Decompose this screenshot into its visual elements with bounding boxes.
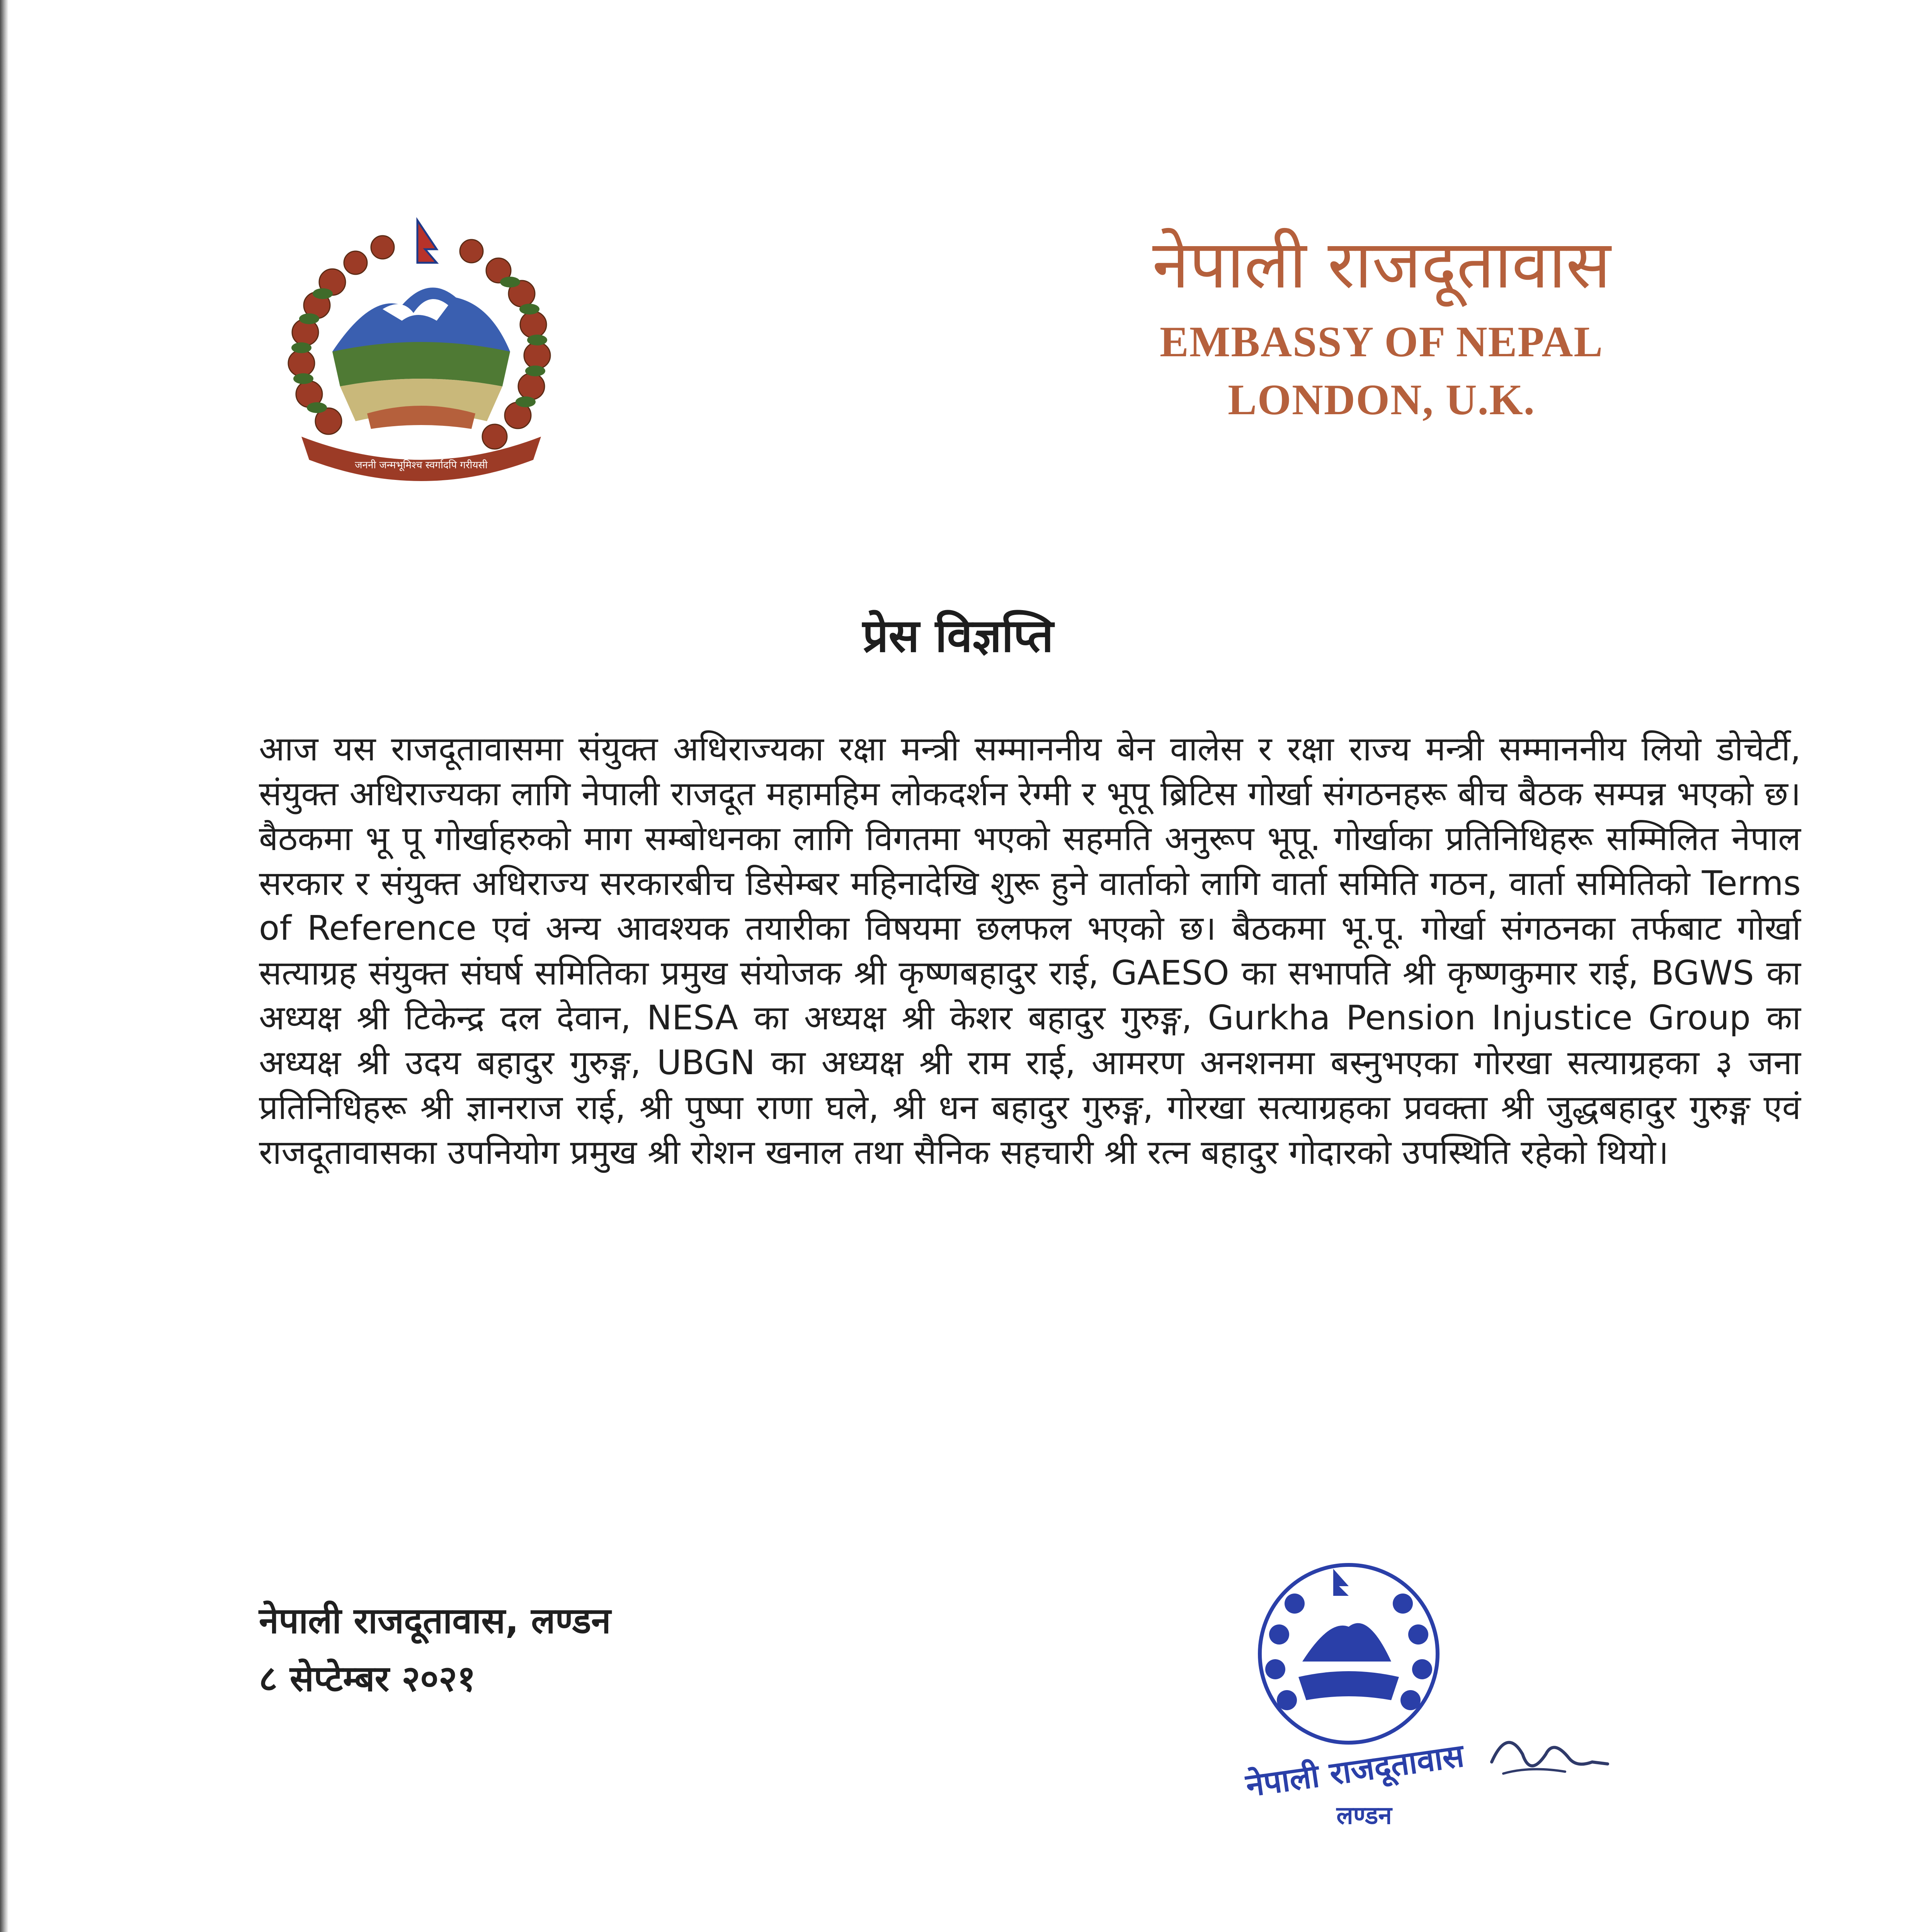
handwritten-signature — [1492, 1742, 1608, 1766]
issue-date: ८ सेप्टेम्बर २०२१ — [259, 1658, 476, 1699]
page-title: प्रेस विज्ञप्ति — [863, 609, 1053, 662]
embassy-location: LONDON, U.K. — [1228, 376, 1535, 424]
embassy-name-english: EMBASSY OF NEPAL — [1160, 318, 1603, 366]
seal-city: लण्डन — [1336, 1801, 1392, 1830]
scan-edge-shadow — [0, 0, 9, 1932]
embassy-name-nepali: नेपाली राजदूतावास — [1152, 226, 1611, 303]
signature-block — [259, 1592, 611, 1708]
embassy-seal-stamp — [1237, 1546, 1642, 1855]
embassy-header — [1043, 216, 1720, 429]
seal-text: नेपाली राजदूतावास — [1244, 1737, 1467, 1804]
press-release-body: आज यस राजदूतावासमा संयुक्त अधिराज्यका रक्षा मन्त्री सम्माननीय बेन वालेस र रक्षा राज्य मन्त्री सम्माननीय लियो डोचेर्टी, संयुक्त अधिराज्यका लागि नेपाली राजदूत महामहिम लोकदर्शन रेग्मी र भूपू ब्रिटिस गोर्खा संगठनहरू बीच बैठक सम्पन्न भएको छ। बैठकमा भू पू गोर्खाहरुको माग सम्बोधनका लागि विगतमा भएको सहमति अनुरूप भूपू. गोर्खाका प्रतिनिधिहरू सम्मिलित नेपाल सरकार र संयुक्त अधिराज्य सरकारबीच डिसेम्बर महिनादेखि शुरू हुने वार्ताको लागि वार्ता समिति गठन, वार्ता समितिको Terms of Reference एवं अन्य आवश्यक तयारीका विषयमा छलफल भएको छ। बैठकमा भू.पू. गोर्खा संगठनका तर्फबाट गोर्खा सत्याग्रह संयुक्त संघर्ष समितिका प्रमुख संयोजक श्री कृष्णबहादुर राई, GAESO का सभापति श्री कृष्णकुमार राई, BGWS का अध्यक्ष श्री टिकेन्द्र दल देवान, NESA का अध्यक्ष श्री केशर बहादुर गुरुङ्ग, Gurkha Pension Injustice Group का अध्यक्ष श्री उदय बहादुर गुरुङ्ग, UBGN का अध्यक्ष श्री राम राई, आमरण अनशनमा बस्नुभएका गोरखा सत्याग्रहका ३ जना प्रतिनिधिहरू श्री ज्ञानराज राई, श्री पुष्पा राणा घले, श्री धन बहादुर गुरुङ्ग, गोरखा सत्याग्रहका प्रवक्ता श्री जुद्धबहादुर गुरुङ्ग एवं राजदूतावासका उपनियोग प्रमुख श्री रोशन खनाल तथा सैनिक सहचारी श्री रत्न बहादुर गोदारको उपस्थिति रहेको थियो। — [259, 729, 1801, 1172]
emblem-motto: जननी जन्मभूमिश्च स्वर्गादपि गरीयसी — [355, 459, 488, 471]
issuer-line: नेपाली राजदूतावास, लण्डन — [259, 1600, 611, 1641]
nepal-emblem-icon — [255, 205, 587, 498]
